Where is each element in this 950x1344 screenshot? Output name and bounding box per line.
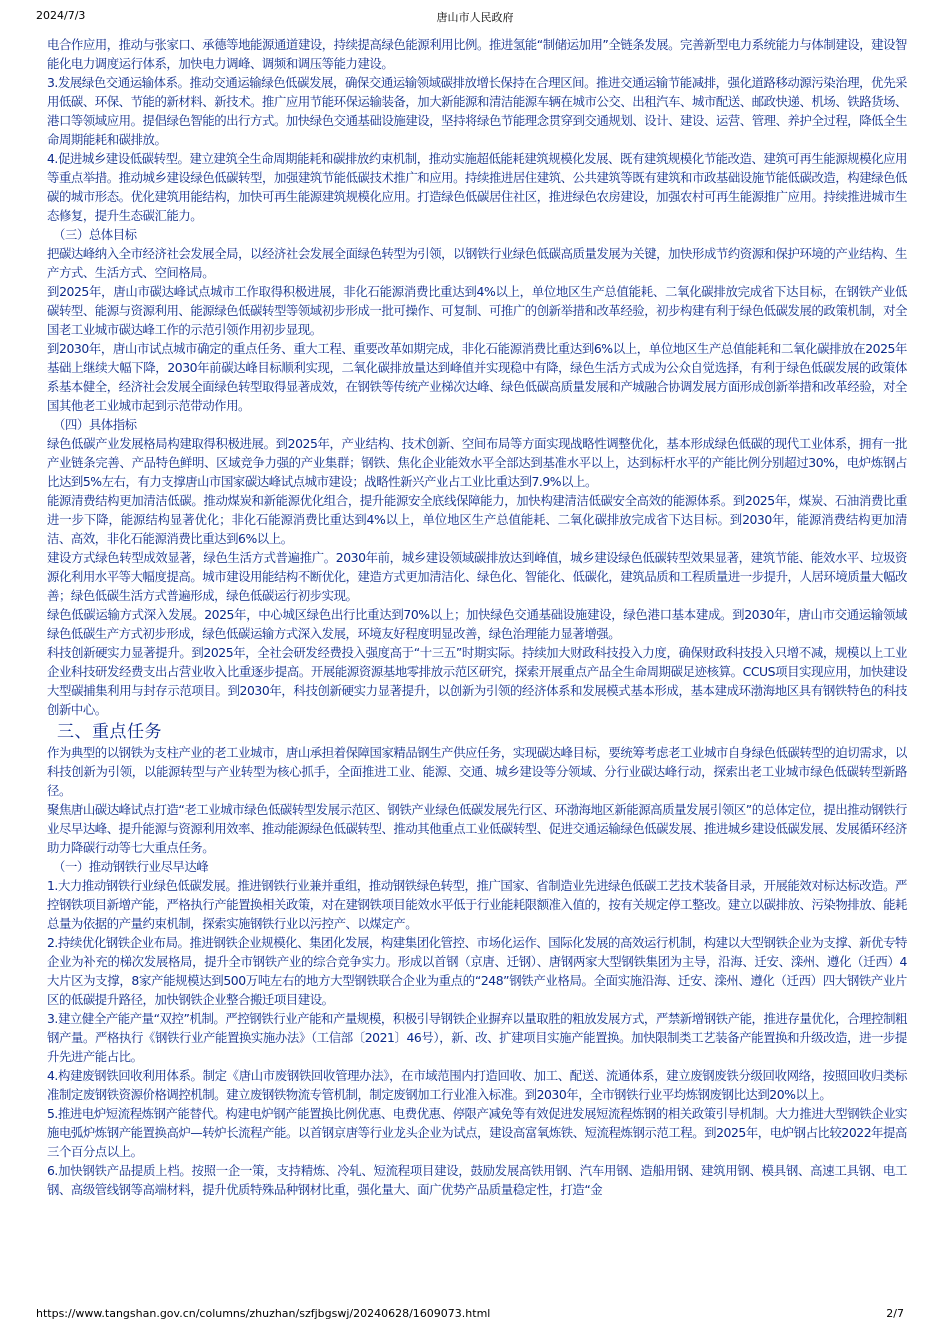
paragraph: 聚焦唐山碳达峰试点打造“老工业城市绿色低碳转型发展示范区、钢铁产业绿色低碳发展先行区、环渤海地区新能源高质量发展引领区”的总体定位，提出推动钢铁行业尽早达峰、提升能源与资源利用效率、推动能源绿色低碳转型、推动其他重点工业低碳转型、促进交通运输绿色低碳发展、推进城乡建设低碳发展、发展循环经济助力降碳行动等七大重点任务。 — [47, 802, 907, 855]
article-body — [47, 35, 907, 1199]
section-heading: 三、重点任务 — [57, 722, 162, 742]
site-title: 唐山市人民政府 — [436, 11, 514, 24]
page-url: https://www.tangshan.gov.cn/columns/zhuzhan/szfjbgswj/20240628/1609073.html — [36, 1307, 491, 1320]
subsection-heading: （一）推动钢铁行业尽早达峰 — [53, 859, 209, 874]
paragraph: 科技创新硬实力显著提升。到2025年，全社会研发经费投入强度高于“十三五”时期实际。持续加大财政科技投入力度，确保财政科技投入只增不减，规模以上工业企业科技研发经费支出占营业收入比重逐步提高。开展能源资源基地零排放示范区研究，探索开展重点产品全生命周期碳足迹核算。CCUS项目实现应用，加快建设大型碳捕集利用与封存示范项目。到2030年，科技创新硬实力显著提升，以创新为引领的经济体系和发展模式基本形成，基本建成环渤海地区具有钢铁特色的科技创新中心。 — [47, 645, 907, 717]
paragraph: 建设方式绿色转型成效显著，绿色生活方式普遍推广。2030年前，城乡建设领域碳排放达到峰值，城乡建设绿色低碳转型效果显著，建筑节能、能效水平、垃圾资源化利用水平等大幅度提高。城市建设用能结构不断优化，建造方式更加清洁化、绿色化、智能化、低碳化，建筑品质和工程质量进一步提升，人居环境质量大幅改善；绿色低碳生活方式普遍形成，绿色低碳运行初步实现。 — [47, 550, 907, 603]
subsection-heading: （三）总体目标 — [53, 227, 137, 242]
page-header — [0, 9, 950, 25]
paragraph: 4.促进城乡建设低碳转型。建立建筑全生命周期能耗和碳排放约束机制，推动实施超低能耗建筑规模化发展、既有建筑规模化节能改造、建筑可再生能源规模化应用等重点举措。推动城乡建设绿色低碳转型，加强建筑节能低碳技术推广和应用。持续推进居住建筑、公共建筑等既有建筑和市政基础设施节能低碳改造，构建绿色低碳的城市形态。优化建筑用能结构，加快可再生能源建筑规模化应用。打造绿色低碳居住社区，推进绿色农房建设，加强农村可再生能源推广应用。持续推进城市生态修复，提升生态碳汇能力。 — [47, 151, 907, 223]
paragraph: 能源清费结构更加清洁低碳。推动煤炭和新能源优化组合，提升能源安全底线保障能力，加快构建清洁低碳安全高效的能源体系。到2025年，煤炭、石油消费比重进一步下降，能源结构显著优化；非化石能源消费比重达到4%以上，单位地区生产总值能耗、二氧化碳排放完成省下达目标。到2030年，能源消费结构更加清洁、高效，非化石能源消费比重达到6%以上。 — [47, 493, 907, 546]
paragraph: 到2025年，唐山市碳达峰试点城市工作取得积极进展，非化石能源消费比重达到4%以上，单位地区生产总值能耗、二氧化碳排放完成省下达目标，在钢铁产业低碳转型、能源与资源利用、能源绿色低碳转型等领域初步形成一批可操作、可复制、可推广的创新举措和改革经验，初步构建有利于绿色低碳发展的政策机制，对全国老工业城市碳达峰工作的示范引领作用初步显现。 — [47, 284, 907, 337]
paragraph: 2.持续优化钢铁企业布局。推进钢铁企业规模化、集团化发展，构建集团化管控、市场化运作、国际化发展的高效运行机制，构建以大型钢铁企业为支撑、新优专特企业为补充的梯次发展格局，提升全市钢铁产业的综合竞争实力。形成以首钢（京唐、迁钢）、唐钢两家大型钢铁集团为主导，沿海、迁安、滦州、遵化（迁西）4大片区为支撑，8家产能规模达到500万吨左右的地方大型钢铁联合企业为重点的“248”钢铁产业格局。全面实施沿海、迁安、滦州、遵化（迁西）四大钢铁产业片区的低碳提升路径，加快钢铁企业整合搬迁项目建设。 — [47, 935, 907, 1007]
paragraph: 把碳达峰纳入全市经济社会发展全局，以经济社会发展全面绿色转型为引领，以钢铁行业绿色低碳高质量发展为关键，加快形成节约资源和保护环境的产业结构、生产方式、生活方式、空间格局。 — [47, 246, 907, 280]
paragraph: 4.构建废钢铁回收利用体系。制定《唐山市废钢铁回收管理办法》，在市域范围内打造回收、加工、配送、流通体系，建立废钢废铁分级回收网络，按照回收归类标准制定废钢铁资源价格调控机制。建立废钢铁物流专管机制，制定废钢加工行业准入标准。到2030年，全市钢铁行业平均炼钢废钢比达到20%以上。 — [47, 1068, 907, 1102]
paragraph: 5.推进电炉短流程炼钢产能替代。构建电炉钢产能置换比例优惠、电费优惠、停限产减免等有效促进发展短流程炼钢的相关政策引导机制。大力推进大型钢铁企业实施电弧炉炼钢产能置换高炉—转炉长流程产能。以首钢京唐等行业龙头企业为试点，建设高富氧炼铁、短流程炼钢示范工程。到2025年，电炉钢占比较2022年提高三个百分点以上。 — [47, 1106, 907, 1159]
paragraph: 绿色低碳运输方式深入发展。2025年，中心城区绿色出行比重达到70%以上；加快绿色交通基础设施建设，绿色港口基本建成。到2030年，唐山市交通运输领域绿色低碳生产方式初步形成，绿色低碳运输方式深入发展，环境友好程度明显改善，绿色治理能力显著增强。 — [47, 607, 907, 641]
paragraph: 到2030年，唐山市试点城市确定的重点任务、重大工程、重要改革如期完成，非化石能源消费比重达到6%以上，单位地区生产总值能耗和二氧化碳排放在2025年基础上继续大幅下降，2030年前碳达峰目标顺利实现，二氧化碳排放量达到峰值并实现稳中有降，绿色生活方式成为公众自觉选择，有利于绿色低碳发展的政策体系基本健全，经济社会发展全面绿色转型取得显著成效，在钢铁等传统产业梯次达峰、绿色低碳高质量发展和产城融合协调发展方面形成创新举措和改革经验，对全国其他老工业城市起到示范带动作用。 — [47, 341, 907, 413]
subsection-heading: （四）具体指标 — [53, 417, 137, 432]
paragraph: 绿色低碳产业发展格局构建取得积极进展。到2025年，产业结构、技术创新、空间布局等方面实现战略性调整优化，基本形成绿色低碳的现代工业体系，拥有一批产业链条完善、产品特色鲜明、区域竞争力强的产业集群；钢铁、焦化企业能效水平全部达到基准水平以上，达到标杆水平的产能比例分别超过30%，电炉炼钢占比达到5%左右，有力支撑唐山市国家碳达峰试点城市建设；战略性新兴产业占工业比重达到7.9%以上。 — [47, 436, 907, 489]
paragraph: 3.发展绿色交通运输体系。推动交通运输绿色低碳发展，确保交通运输领域碳排放增长保持在合理区间。推进交通运输节能减排，强化道路移动源污染治理，优先采用低碳、环保、节能的新材料、新技术。推广应用节能环保运输装备，加大新能源和清洁能源车辆在城市公交、出租汽车、城市配送、邮政快递、机场、铁路货场、港口等领域应用。提倡绿色智能的出行方式。加快绿色交通基础设施建设，坚持将绿色节能理念贯穿到交通规划、设计、建设、运营、管理、养护全过程，降低全生命周期能耗和碳排放。 — [47, 75, 907, 147]
print-date: 2024/7/3 — [36, 9, 86, 22]
paragraph: 电合作应用，推动与张家口、承德等地能源通道建设，持续提高绿色能源利用比例。推进氢能“制储运加用”全链条发展。完善新型电力系统能力与体制建设，建设智能化电力调度运行体系，加快电力调峰、调频和调压等能力建设。 — [47, 37, 907, 71]
paragraph: 1.大力推动钢铁行业绿色低碳发展。推进钢铁行业兼并重组，推动钢铁绿色转型，推广国家、省制造业先进绿色低碳工艺技术装备目录，开展能效对标达标改造。严控钢铁项目新增产能，严格执行产能置换相关政策，对在建钢铁项目能效水平低于行业能耗限额准入值的，按有关规定停工整改。建立以碳排放、污染物排放、能耗总量为依据的产量约束机制，探索实施钢铁行业以污控产、以煤定产。 — [47, 878, 907, 931]
page-number: 2/7 — [886, 1307, 904, 1320]
paragraph: 3.建立健全产能产量“双控”机制。严控钢铁行业产能和产量规模，积极引导钢铁企业摒弃以量取胜的粗放发展方式，严禁新增钢铁产能，推进存量优化，合理控制粗钢产量。严格执行《钢铁行业产能置换实施办法》（工信部〔2021〕46号），新、改、扩建项目实施产能置换。加快限制类工艺装备产能置换和升级改造，进一步提升先进产能占比。 — [47, 1011, 907, 1064]
page-footer — [0, 1307, 950, 1323]
paragraph: 作为典型的以钢铁为支柱产业的老工业城市，唐山承担着保障国家精品钢生产供应任务，实现碳达峰目标，要统筹考虑老工业城市自身绿色低碳转型的迫切需求，以科技创新为引领，以能源转型与产业转型为核心抓手，全面推进工业、能源、交通、城乡建设等分领域、分行业碳达峰行动，探索出老工业城市绿色低碳转型新路径。 — [47, 745, 907, 798]
paragraph: 6.加快钢铁产品提质上档。按照一企一策，支持精炼、冷轧、短流程项目建设，鼓励发展高铁用钢、汽车用钢、造船用钢、建筑用钢、模具钢、高速工具钢、电工钢、高级管线钢等高端材料，提升优质特殊品种钢材比重，强化量大、面广优势产品质量稳定性，打造“金 — [47, 1163, 907, 1197]
